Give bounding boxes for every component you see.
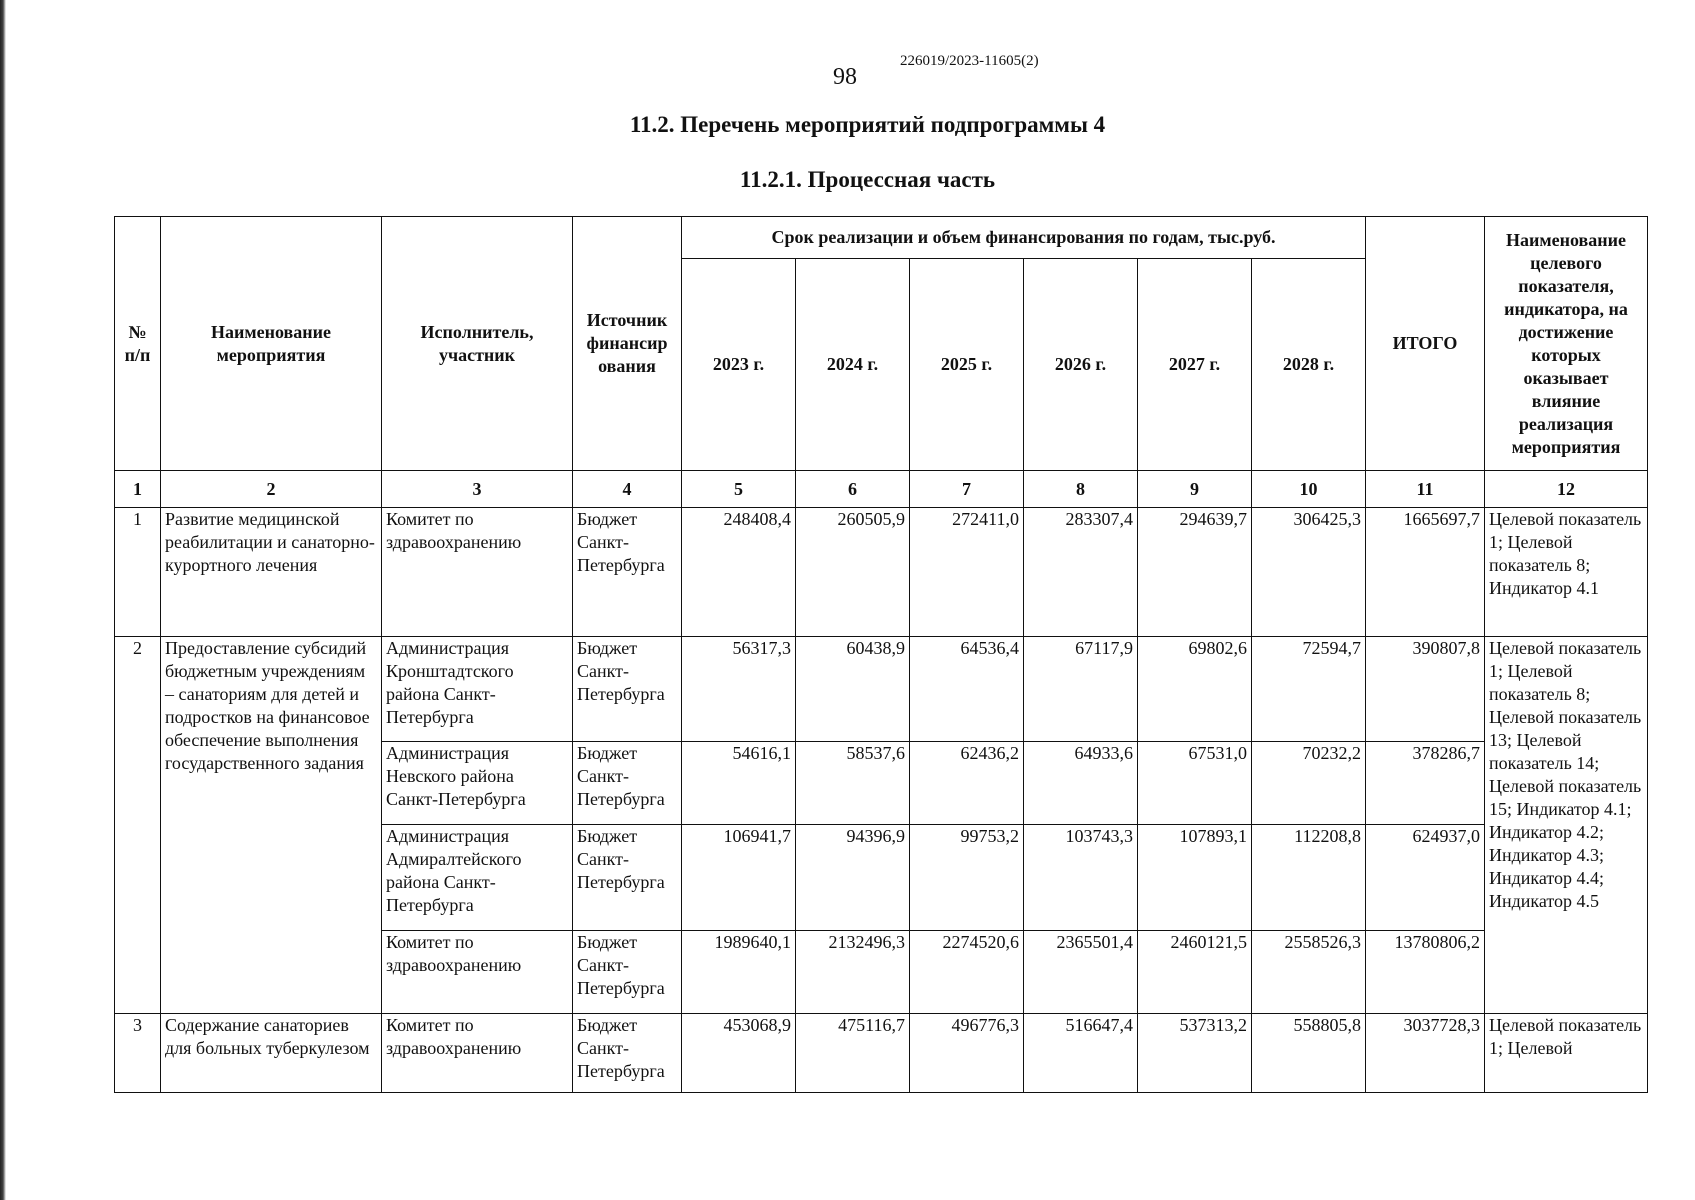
table-row	[115, 508, 1648, 637]
value-total: 3037728,3	[1366, 1014, 1485, 1093]
value-2023: 106941,7	[682, 825, 796, 931]
value-2028: 72594,7	[1252, 637, 1366, 742]
funding-source: Бюджет Санкт-Петербурга	[573, 825, 682, 931]
value-2027: 537313,2	[1138, 1014, 1252, 1093]
value-2027: 69802,6	[1138, 637, 1252, 742]
value-2023: 56317,3	[682, 637, 796, 742]
value-total: 13780806,2	[1366, 931, 1485, 1014]
funding-source: Бюджет Санкт-Петербурга	[573, 931, 682, 1014]
value-2027: 67531,0	[1138, 742, 1252, 825]
value-2024: 260505,9	[796, 508, 910, 637]
measure-name: Развитие медицинской реабилитации и санаторно-курортного лечения	[161, 508, 382, 637]
header-year: 2028 г.	[1252, 259, 1366, 471]
executor: Комитет по здравоохранению	[382, 1014, 573, 1093]
value-2027: 294639,7	[1138, 508, 1252, 637]
header-year: 2026 г.	[1024, 259, 1138, 471]
executor: Комитет по здравоохранению	[382, 508, 573, 637]
page-subtitle: 11.2.1. Процессная часть	[739, 167, 996, 192]
table-row	[115, 1014, 1648, 1093]
value-2026: 516647,4	[1024, 1014, 1138, 1093]
value-2024: 94396,9	[796, 825, 910, 931]
table-row	[115, 637, 1648, 742]
value-2023: 453068,9	[682, 1014, 796, 1093]
measure-name: Предоставление субсидий бюджетным учреждениям – санаториям для детей и подростков на финансовое обеспечение выполнения государственного задания	[161, 637, 382, 1014]
header-year: 2023 г.	[682, 259, 796, 471]
value-2026: 283307,4	[1024, 508, 1138, 637]
executor: Комитет по здравоохранению	[382, 931, 573, 1014]
value-2026: 2365501,4	[1024, 931, 1138, 1014]
value-total: 1665697,7	[1366, 508, 1485, 637]
column-number: 2	[161, 471, 382, 508]
executor: Администрация Адмиралтейского района Санкт-Петербурга	[382, 825, 573, 931]
value-total: 624937,0	[1366, 825, 1485, 931]
funding-source: Бюджет Санкт-Петербурга	[573, 508, 682, 637]
value-2023: 248408,4	[682, 508, 796, 637]
column-number: 10	[1252, 471, 1366, 508]
indicator-list: Целевой показатель 1; Целевой показатель 8; Целевой показатель 13; Целевой показатель 14; Целевой показатель 15; Индикатор 4.1; Индикатор 4.2; Индикатор 4.3; Индикатор 4.4; Индикатор 4.5	[1485, 637, 1648, 1014]
column-number: 3	[382, 471, 573, 508]
page-title: 11.2. Перечень мероприятий подпрограммы 4	[629, 112, 1106, 137]
executor: Администрация Невского района Санкт-Петербурга	[382, 742, 573, 825]
header-total: ИТОГО	[1366, 217, 1485, 471]
value-2026: 103743,3	[1024, 825, 1138, 931]
column-number: 4	[573, 471, 682, 508]
value-2028: 70232,2	[1252, 742, 1366, 825]
header-executor: Исполнитель, участник	[382, 217, 573, 471]
value-2025: 64536,4	[910, 637, 1024, 742]
value-2023: 1989640,1	[682, 931, 796, 1014]
column-number: 6	[796, 471, 910, 508]
value-2026: 64933,6	[1024, 742, 1138, 825]
value-total: 390807,8	[1366, 637, 1485, 742]
executor: Администрация Кронштадтского района Санкт-Петербурга	[382, 637, 573, 742]
indicator-list: Целевой показатель 1; Целевой показатель 8; Индикатор 4.1	[1485, 508, 1648, 637]
value-2025: 99753,2	[910, 825, 1024, 931]
header-funding: Срок реализации и объем финансирования по годам, тыс.руб.	[682, 217, 1366, 259]
value-2026: 67117,9	[1024, 637, 1138, 742]
indicator-list: Целевой показатель 1; Целевой	[1485, 1014, 1648, 1093]
column-number: 5	[682, 471, 796, 508]
value-2025: 496776,3	[910, 1014, 1024, 1093]
header-source: Источник финансир ования	[573, 217, 682, 471]
document-code: 226019/2023-11605(2)	[900, 53, 1039, 69]
header-year: 2024 г.	[796, 259, 910, 471]
value-2024: 2132496,3	[796, 931, 910, 1014]
column-number: 8	[1024, 471, 1138, 508]
value-2024: 475116,7	[796, 1014, 910, 1093]
funding-source: Бюджет Санкт-Петербурга	[573, 637, 682, 742]
row-num: 3	[115, 1014, 161, 1093]
column-number: 7	[910, 471, 1024, 508]
scan-edge	[0, 0, 6, 1200]
funding-source: Бюджет Санкт-Петербурга	[573, 742, 682, 825]
page-number: 98	[833, 64, 857, 90]
funding-source: Бюджет Санкт-Петербурга	[573, 1014, 682, 1093]
column-number: 9	[1138, 471, 1252, 508]
value-2028: 112208,8	[1252, 825, 1366, 931]
column-number: 12	[1485, 471, 1648, 508]
value-2025: 2274520,6	[910, 931, 1024, 1014]
value-2027: 107893,1	[1138, 825, 1252, 931]
row-num: 1	[115, 508, 161, 637]
value-2024: 60438,9	[796, 637, 910, 742]
column-number: 1	[115, 471, 161, 508]
header-num: № п/п	[115, 217, 161, 471]
value-2028: 2558526,3	[1252, 931, 1366, 1014]
value-2025: 62436,2	[910, 742, 1024, 825]
value-2028: 306425,3	[1252, 508, 1366, 637]
value-2027: 2460121,5	[1138, 931, 1252, 1014]
column-number: 11	[1366, 471, 1485, 508]
measures-table	[114, 216, 1648, 1093]
value-2028: 558805,8	[1252, 1014, 1366, 1093]
value-2024: 58537,6	[796, 742, 910, 825]
value-total: 378286,7	[1366, 742, 1485, 825]
header-year: 2025 г.	[910, 259, 1024, 471]
header-indicator: Наименование целевого показателя, индикатора, на достижение которых оказывает влияние реализация мероприятия	[1485, 217, 1648, 471]
value-2023: 54616,1	[682, 742, 796, 825]
measure-name: Содержание санаториев для больных туберкулезом	[161, 1014, 382, 1093]
value-2025: 272411,0	[910, 508, 1024, 637]
header-name: Наименование мероприятия	[161, 217, 382, 471]
header-year: 2027 г.	[1138, 259, 1252, 471]
row-num: 2	[115, 637, 161, 1014]
